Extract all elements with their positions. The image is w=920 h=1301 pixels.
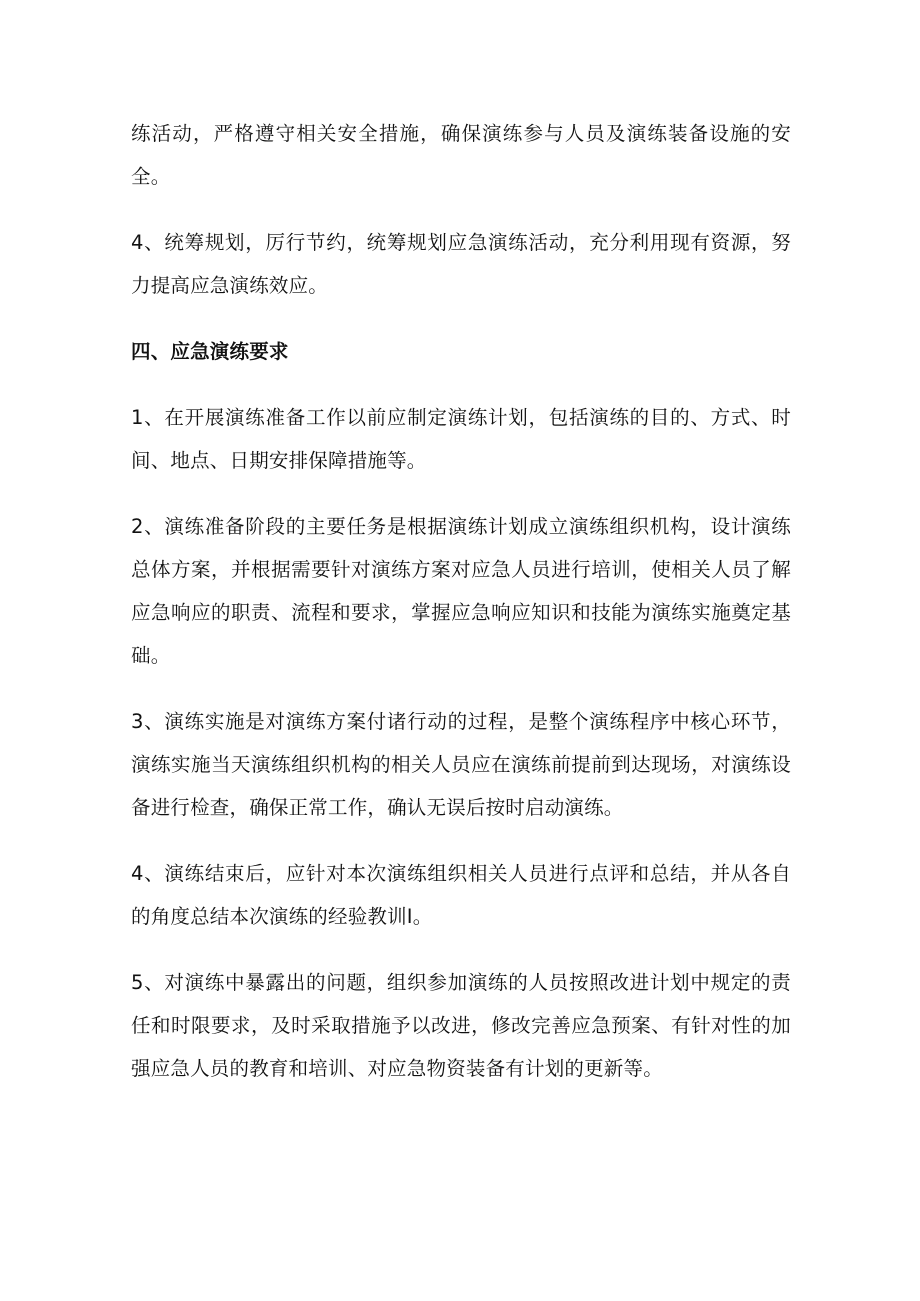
paragraph-requirement-5: 5、对演练中暴露出的问题，组织参加演练的人员按照改进计划中规定的责任和时限要求，及时采取措施予以改进，修改完善应急预案、有针对性的加强应急人员的教育和培训、对应急物资装备有计划的更新等。 (131, 971, 791, 1080)
document-body (131, 112, 791, 1113)
paragraph-requirement-4: 4、演练结束后，应针对本次演练组织相关人员进行点评和总结，并从各自的角度总结本次演练的经验教训I。 (131, 862, 791, 928)
paragraph-requirement-1: 1、在开展演练准备工作以前应制定演练计划，包括演练的目的、方式、时间、地点、日期安排保障措施等。 (131, 406, 791, 472)
paragraph-requirement-2: 2、演练准备阶段的主要任务是根据演练计划成立演练组织机构，设计演练总体方案，并根据需要针对演练方案对应急人员进行培训，使相关人员了解应急响应的职责、流程和要求，掌握应急响应知识和技能为演练实施奠定基础。 (131, 515, 791, 667)
section-heading-drill-requirements: 四、应急演练要求 (131, 340, 289, 363)
paragraph-safety-continued: 练活动，严格遵守相关安全措施，确保演练参与人员及演练装备设施的安全。 (131, 122, 791, 188)
paragraph-principle-4: 4、统筹规划，厉行节约，统筹规划应急演练活动，充分利用现有资源，努力提高应急演练效应。 (131, 231, 791, 297)
paragraph-requirement-3: 3、演练实施是对演练方案付诸行动的过程，是整个演练程序中核心环节，演练实施当天演练组织机构的相关人员应在演练前提前到达现场，对演练设备进行检查，确保正常工作，确认无误后按时启动演练。 (131, 710, 791, 819)
